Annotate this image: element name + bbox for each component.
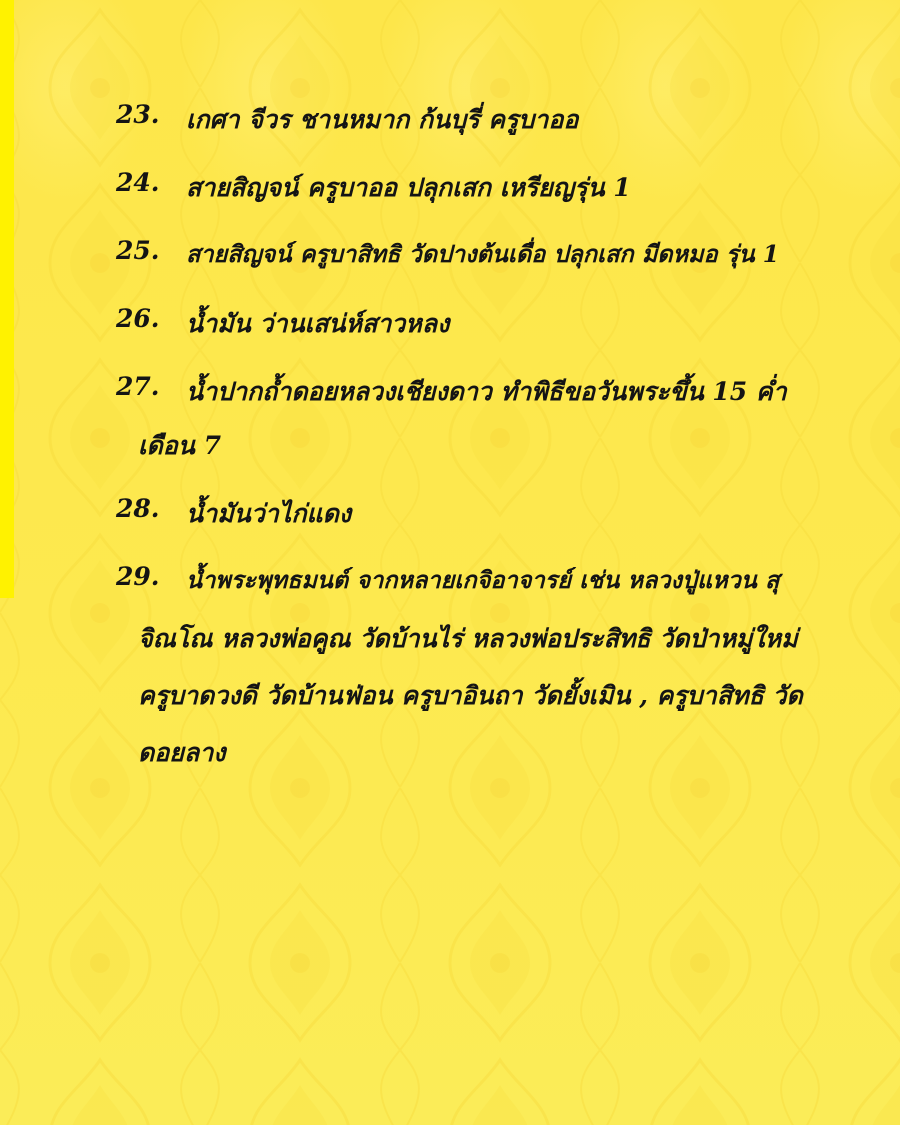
item-text-continuation: เดือน 7 <box>138 431 221 460</box>
item-text-continuation: ครูบาดวงดี วัดบ้านฟ่อน ครูบาอินถา วัดยั้งเมิน , ครูบาสิทธิ วัด <box>138 681 803 710</box>
item-text: สายสิญจน์ ครูบาออ ปลุกเสก เหรียญรุ่น 1 <box>186 173 631 202</box>
item-text-continuation: จิณโณ หลวงพ่อคูณ วัดบ้านไร่ หลวงพ่อประสิทธิ วัดป่าหมู่ใหม่ <box>138 624 798 653</box>
item-text: สายสิญจน์ ครูบาสิทธิ วัดปางต้นเดื่อ ปลุกเสก มีดหมอ รุ่น 1 <box>186 240 780 268</box>
item-number: 25. <box>116 236 160 265</box>
item-text-continuation: ดอยลาง <box>138 738 226 767</box>
item-number: 26. <box>116 304 160 333</box>
item-number: 27. <box>116 372 160 401</box>
item-number: 29. <box>116 562 160 591</box>
item-text: น้ำมัน ว่านเสน่ห์สาวหลง <box>186 309 450 338</box>
item-number: 24. <box>116 168 160 197</box>
item-number: 28. <box>116 494 160 523</box>
item-text: น้ำพระพุทธมนต์ จากหลายเกจิอาจารย์ เช่น หลวงปู่แหวน สุ <box>186 566 780 594</box>
item-text: น้ำปากถ้ำดอยหลวงเชียงดาว ทำพิธีขอวันพระขึ้น 15 ค่ำ <box>186 377 787 406</box>
item-number: 23. <box>116 100 160 129</box>
item-text: เกศา จีวร ชานหมาก ก้นบุรี่ ครูบาออ <box>186 105 579 134</box>
item-text: น้ำมันว่าไก่แดง <box>186 499 352 528</box>
